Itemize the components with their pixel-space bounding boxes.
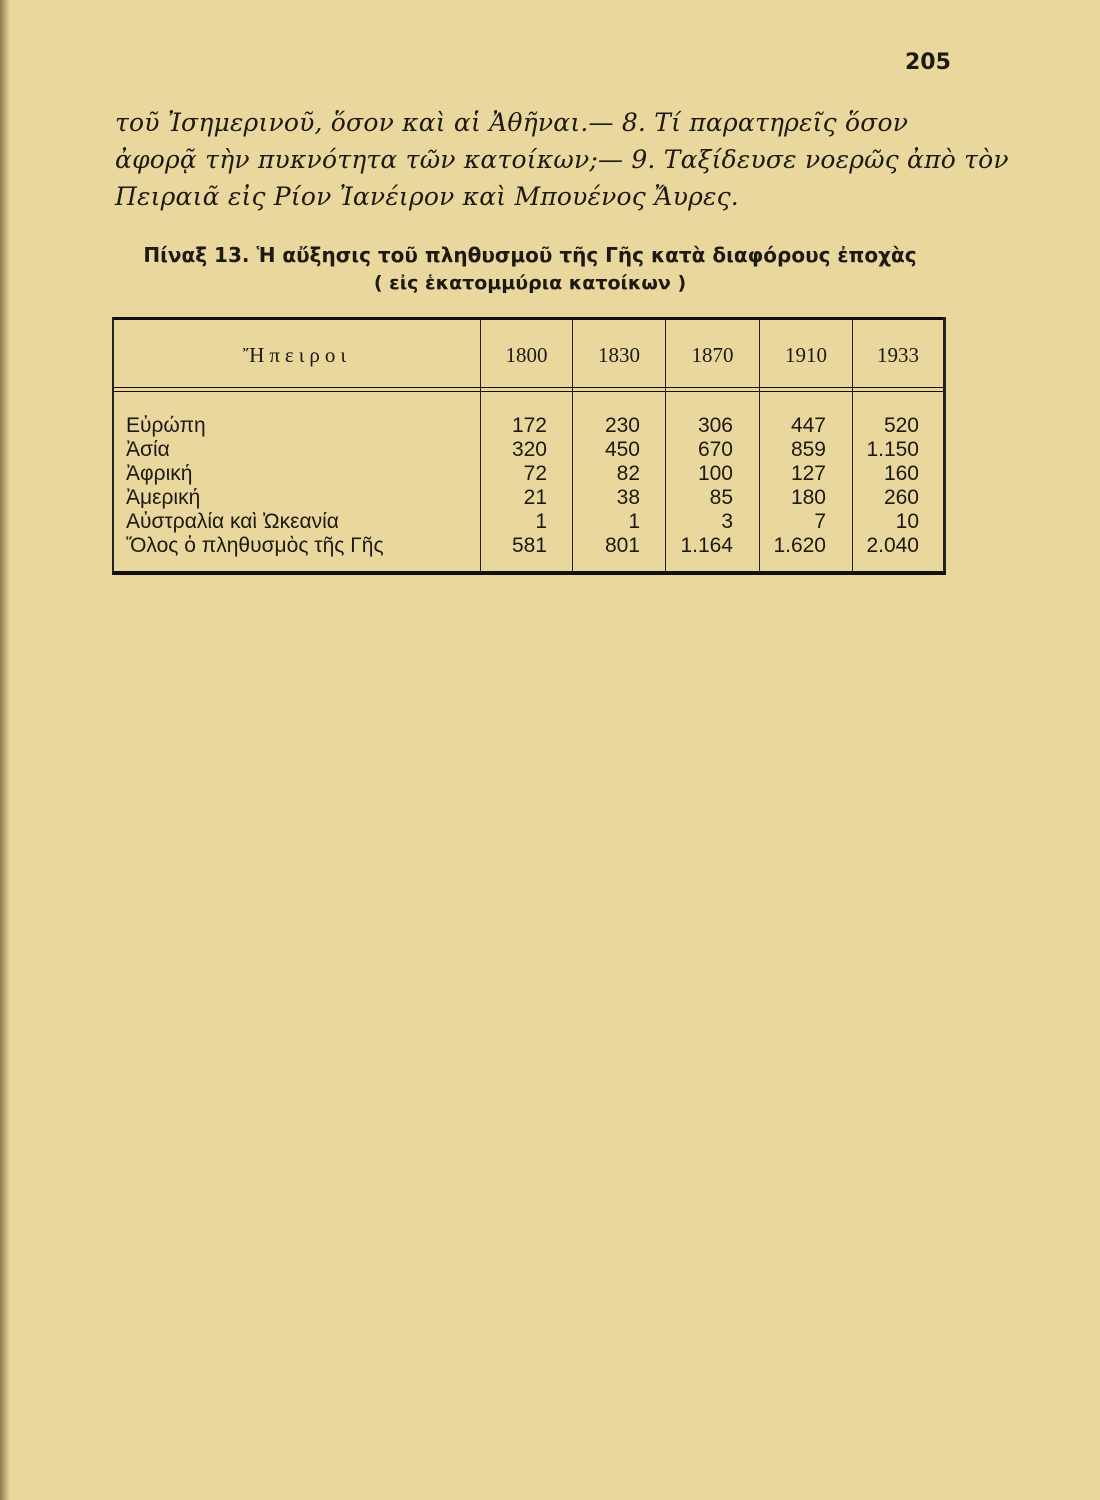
row-name: Ἀφρική — [126, 462, 193, 485]
header-continents: Ἤπειροι — [242, 343, 352, 367]
row-value: 306 — [697, 414, 733, 437]
exercise-paragraph — [115, 104, 1009, 215]
table-row — [112, 462, 946, 486]
table-top-rule — [112, 317, 946, 320]
row-name: Ἀσία — [126, 438, 170, 461]
header-year: 1910 — [785, 343, 827, 367]
table-row — [112, 486, 946, 510]
row-value: 7 — [814, 510, 826, 533]
row-value: 1.164 — [680, 534, 733, 557]
page-edge — [0, 0, 10, 1500]
row-value: 1.620 — [773, 534, 826, 557]
table-subcaption: ( εἰς ἑκατομμύρια κατοίκων ) — [373, 272, 687, 294]
row-value: 450 — [604, 438, 640, 461]
table-bottom-rule — [112, 571, 946, 575]
row-value: 127 — [790, 462, 826, 485]
row-value: 100 — [697, 462, 733, 485]
row-value: 581 — [511, 534, 547, 557]
row-value: 1 — [628, 510, 640, 533]
paragraph-line: Πειραιᾶ εἰς Ρίον Ἰανέιρον καὶ Μπουένος Ἄυρες. — [115, 182, 739, 211]
header-year: 1933 — [877, 343, 919, 367]
row-value: 447 — [790, 414, 826, 437]
row-value: 10 — [895, 510, 919, 533]
row-name: Αὐστραλία καὶ Ὠκεανία — [126, 510, 339, 533]
paragraph-line: τοῦ Ἰσημερινοῦ, ὅσον καὶ αἱ Ἀθῆναι.— 8. Τί παρατηρεῖς ὅσον — [115, 108, 909, 137]
population-table — [112, 317, 946, 575]
header-year: 1870 — [691, 343, 734, 367]
row-value: 670 — [697, 438, 733, 461]
row-value: 320 — [511, 438, 547, 461]
row-name: Ἀμερική — [126, 486, 201, 509]
row-value: 85 — [709, 486, 733, 509]
row-value: 21 — [523, 486, 547, 509]
row-value: 3 — [721, 510, 733, 533]
table-row — [112, 414, 946, 438]
header-year: 1830 — [598, 343, 640, 367]
row-value: 230 — [604, 414, 640, 437]
row-value: 1.150 — [866, 438, 919, 461]
row-value: 1 — [535, 510, 547, 533]
table-row — [112, 510, 946, 534]
row-value: 82 — [616, 462, 640, 485]
row-value: 520 — [883, 414, 919, 437]
row-value: 859 — [790, 438, 826, 461]
table-caption: Πίναξ 13. Ἡ αὔξησις τοῦ πληθυσμοῦ τῆς Γῆς κατὰ διαφόρους ἐποχὰς — [143, 243, 917, 267]
row-name: Ὅλος ὁ πληθυσμὸς τῆς Γῆς — [126, 534, 384, 557]
page-number: 205 — [905, 50, 951, 75]
paragraph-line: ἀφορᾷ τὴν πυκνότητα τῶν κατοίκων;— 9. Ταξίδευσε νοερῶς ἀπὸ τὸν — [115, 145, 1009, 174]
row-value: 172 — [511, 414, 547, 437]
table-row-total — [112, 534, 946, 558]
row-value: 260 — [883, 486, 919, 509]
row-name: Εὐρώπη — [126, 414, 206, 437]
header-year: 1800 — [505, 343, 548, 367]
row-value: 180 — [790, 486, 826, 509]
row-value: 801 — [604, 534, 640, 557]
table-row — [112, 438, 946, 462]
row-value: 38 — [616, 486, 640, 509]
row-value: 72 — [523, 462, 547, 485]
row-value: 160 — [883, 462, 919, 485]
row-value: 2.040 — [866, 534, 919, 557]
table-header-rule — [112, 387, 946, 392]
